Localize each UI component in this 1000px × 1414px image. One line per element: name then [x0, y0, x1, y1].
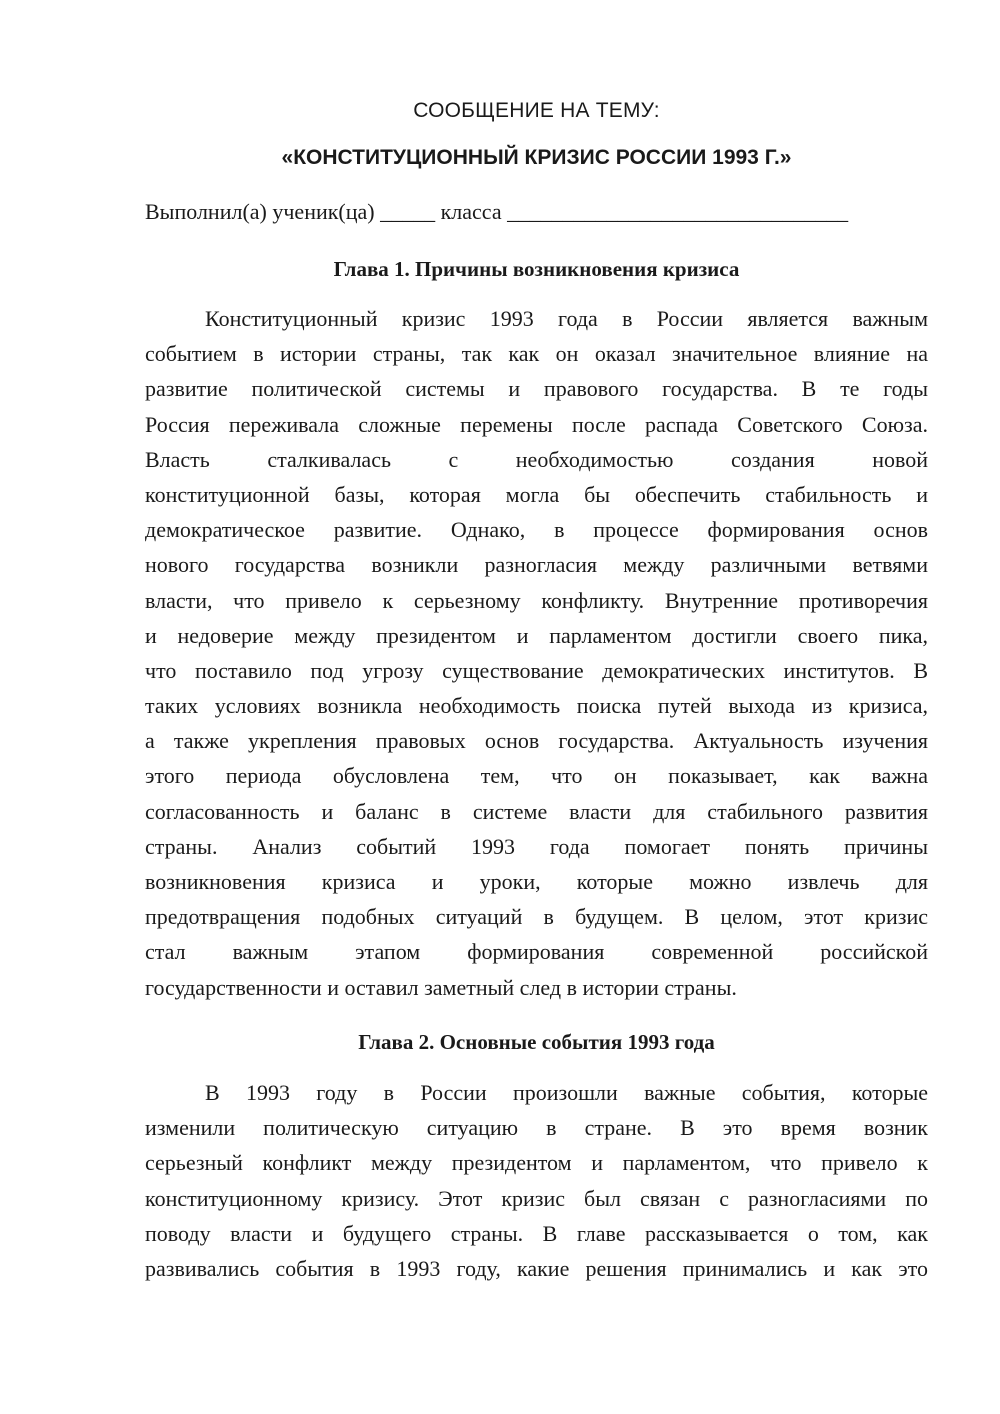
- chapter-1-heading: Глава 1. Причины возникновения кризиса: [333, 257, 740, 281]
- paragraph-line: возникновения кризиса и уроки, которые можно извлечь для: [145, 869, 928, 894]
- paragraph-line: развивались события в 1993 году, какие решения принимались и как это: [145, 1255, 928, 1281]
- paragraph-line: конституционному кризису. Этот кризис был связан с разногласиями по: [145, 1185, 928, 1211]
- paragraph-line: таких условиях возникла необходимость поиска путей выхода из кризиса,: [145, 693, 928, 719]
- paragraph-line: Конституционный кризис 1993 года в России является важным: [205, 306, 928, 331]
- document-title-line-2: «КОНСТИТУЦИОННЫЙ КРИЗИС РОССИИ 1993 Г.»: [281, 146, 792, 169]
- paragraph-line: а также укрепления правовых основ государства. Актуальность изучения: [145, 728, 928, 754]
- paragraph-line: демократическое развитие. Однако, в процессе формирования основ: [145, 517, 928, 543]
- paragraph-line: развитие политической системы и правового государства. В те годы: [145, 376, 928, 402]
- paragraph-line: изменили политическую ситуацию в стране. В это время возник: [145, 1115, 928, 1141]
- paragraph-line: нового государства возникли разногласия между различными ветвями: [145, 552, 928, 578]
- paragraph-line: согласованность и баланс в системе власти для стабильного развития: [145, 798, 928, 824]
- paragraph-line: стал важным этапом формирования современной российской: [145, 939, 928, 965]
- paragraph-line: предотвращения подобных ситуаций в будущем. В целом, этот кризис: [145, 904, 928, 930]
- paragraph-line: страны. Анализ событий 1993 года помогает понять причины: [145, 833, 928, 859]
- chapter-2-paragraph: [145, 1075, 928, 1286]
- paragraph-line: событием в истории страны, так как он оказал значительное влияние на: [145, 341, 928, 367]
- paragraph-line: этого периода обусловлена тем, что он показывает, как важна: [145, 763, 928, 789]
- paragraph-line: государственности и оставил заметный след в истории страны.: [145, 974, 737, 1000]
- chapter-2-heading: Глава 2. Основные события 1993 года: [358, 1030, 715, 1054]
- author-line: Выполнил(а) ученик(ца) _____ класса _______________________________: [145, 199, 849, 224]
- paragraph-line: власти, что привело к серьезному конфликту. Внутренние противоречия: [145, 587, 928, 613]
- document-title-line-1: СООБЩЕНИЕ НА ТЕМУ:: [413, 99, 660, 122]
- paragraph-line: серьезный конфликт между президентом и парламентом, что привело к: [145, 1150, 928, 1176]
- paragraph-line: Власть сталкивалась с необходимостью создания новой: [145, 446, 928, 472]
- paragraph-line: конституционной базы, которая могла бы обеспечить стабильность и: [145, 481, 928, 507]
- paragraph-line: и недоверие между президентом и парламентом достигли своего пика,: [145, 622, 928, 648]
- paragraph-line: поводу власти и будущего страны. В главе рассказывается о том, как: [145, 1220, 928, 1246]
- chapter-1-paragraph: [145, 301, 928, 1005]
- paragraph-line: В 1993 году в России произошли важные события, которые: [205, 1080, 928, 1105]
- paragraph-line: Россия переживала сложные перемены после распада Советского Союза.: [145, 411, 928, 437]
- paragraph-line: что поставило под угрозу существование демократических институтов. В: [145, 657, 928, 683]
